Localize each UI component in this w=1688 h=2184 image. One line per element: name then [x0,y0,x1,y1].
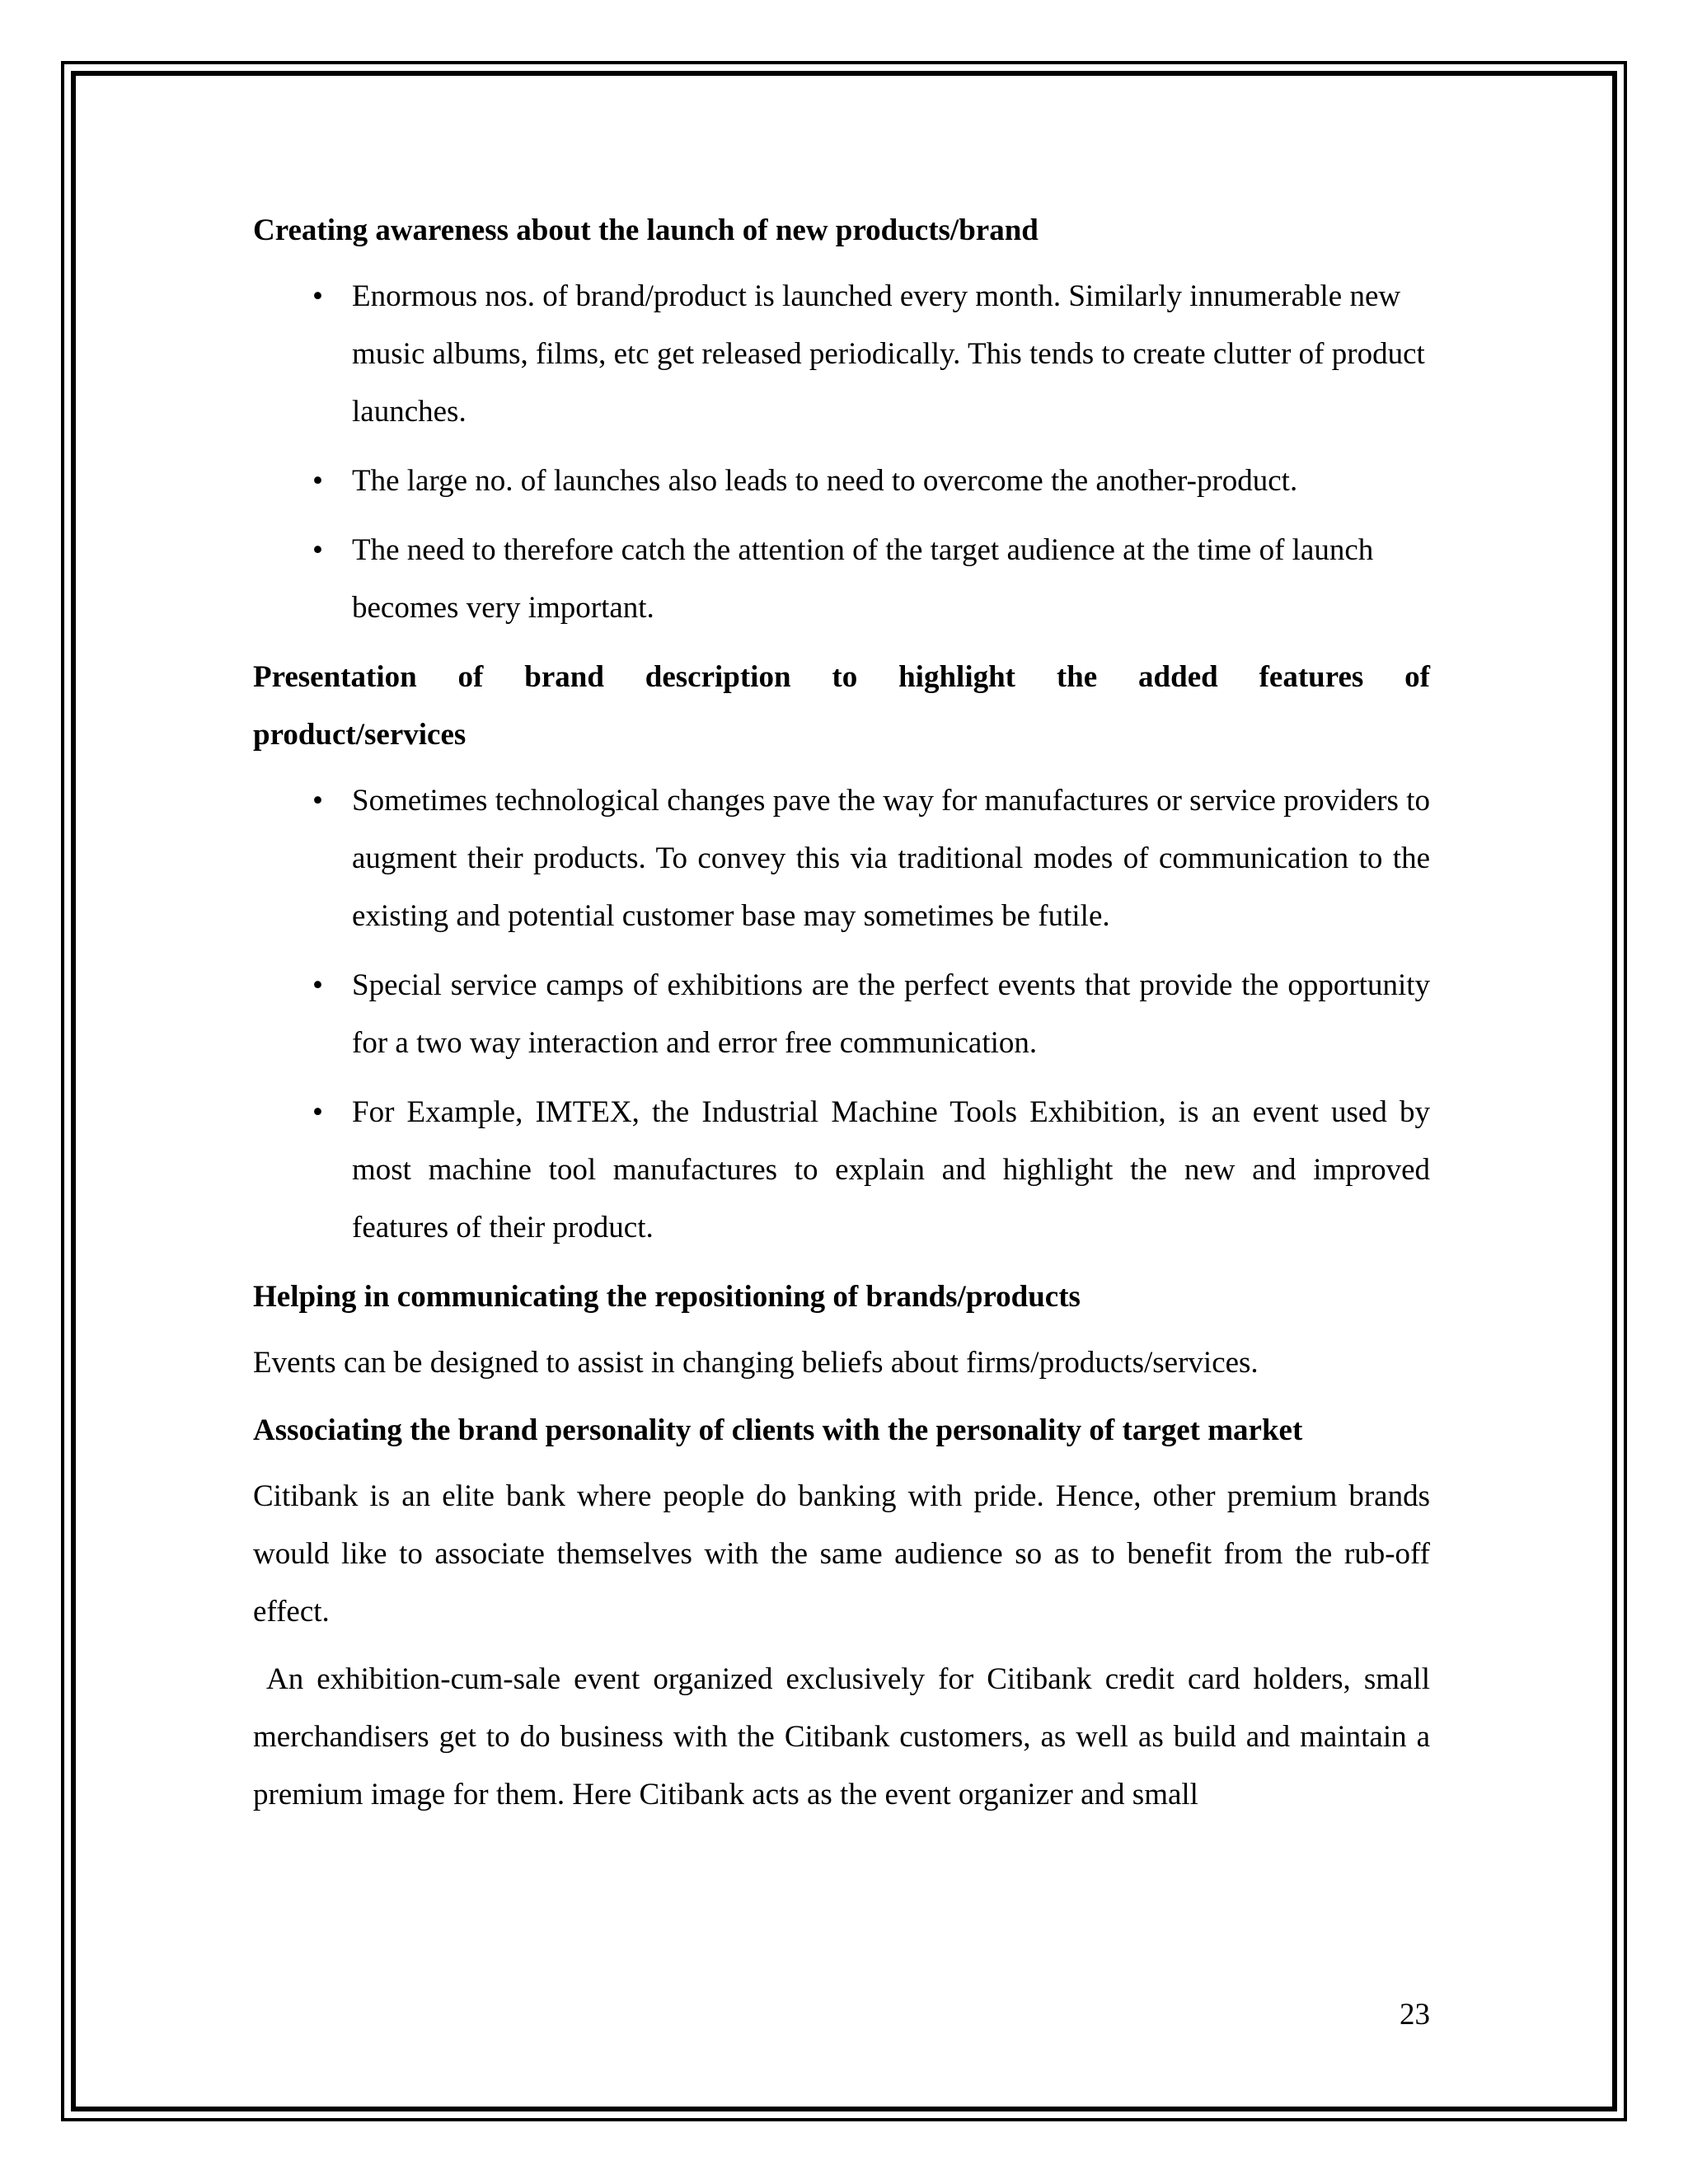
list-item [253,1084,1430,1257]
bullet-glyph: • [312,533,323,567]
list-item [253,522,1430,637]
bullet-glyph: • [312,279,323,313]
bullet-glyph: • [312,968,323,1002]
list-item-text: Enormous nos. of brand/product is launched every month. Similarly innumerable new music albums, films, etc get released periodically. This tends to create clutter of product launches. [352,279,1425,429]
heading-line: product/services [253,718,467,752]
paragraph: An exhibition-cum-sale event organized exclusively for Citibank credit card holders, small merchandisers get to do business with the Citibank customers, as well as build and maintain a premium image for them. Here Citibank acts as the event organizer and small [253,1662,1430,1811]
presentation-bullet-list [253,772,1430,1257]
paragraph: Events can be designed to assist in changing beliefs about firms/products/services. [253,1346,1259,1380]
heading-line: Presentation of brand description to highlight the added features of [253,660,1430,694]
list-item-text: Sometimes technological changes pave the way for manufactures or service providers to augment their products. To convey this via traditional modes of communication to the existing and potential customer base may sometimes be futile. [352,784,1430,933]
bullet-glyph: • [312,784,323,818]
section-heading-presentation [253,649,1430,764]
awareness-bullet-list [253,268,1430,637]
paragraph: Citibank is an elite bank where people do banking with pride. Hence, other premium brands would like to associate themselves with the same audience so as to benefit from the rub-off effect. [253,1479,1430,1629]
section-heading-repositioning: Helping in communicating the repositioning of brands/products [253,1280,1081,1314]
bullet-glyph: • [312,1095,323,1129]
page-content [253,202,1430,1834]
section-heading-awareness: Creating awareness about the launch of new products/brand [253,213,1039,247]
bullet-glyph: • [312,464,323,498]
list-item-text: Special service camps of exhibitions are the perfect events that provide the opportunity for a two way interaction and error free communication. [352,968,1430,1060]
section-heading-brand-personality: Associating the brand personality of clients with the personality of target market [253,1413,1303,1447]
list-item-text: The need to therefore catch the attention of the target audience at the time of launch becomes very important. [352,533,1374,625]
list-item [253,452,1430,510]
list-item-text: For Example, IMTEX, the Industrial Machine Tools Exhibition, is an event used by most machine tool manufactures to explain and highlight the new and improved features of their product. [352,1095,1430,1244]
list-item [253,772,1430,945]
list-item-text: The large no. of launches also leads to need to overcome the another-product. [352,464,1298,498]
page-number: 23 [1400,1998,1430,2032]
list-item [253,268,1430,441]
list-item [253,957,1430,1072]
